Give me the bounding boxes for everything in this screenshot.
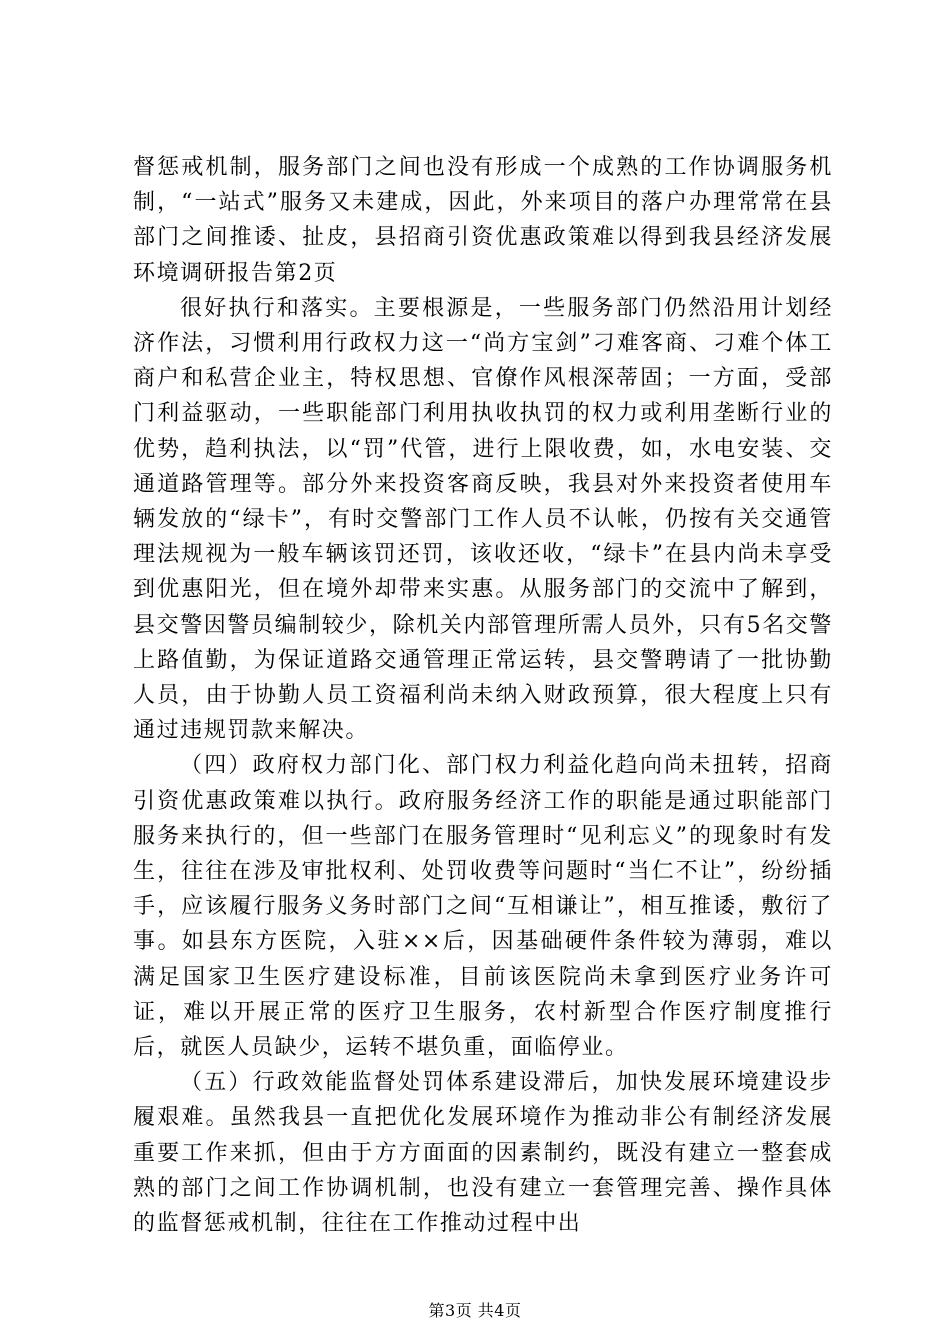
page-number: 第3页 共4页: [428, 1301, 522, 1320]
document-body: [133, 150, 833, 1241]
paragraph-section-four: （四）政府权力部门化、部门权力利益化趋向尚未扭转，招商引资优惠政策难以执行。政府服务经济工作的职能是通过职能部门服务来执行的，但一些部门在服务管理时“见利忘义”的现象时有发生，往往在涉及审批权利、处罚收费等问题时“当仁不让”，纷纷插手，应该履行服务义务时部门之间“互相谦让”，相互推诿，敷衍了事。如县东方医院，入驻××后，因基础硬件条件较为薄弱，难以满足国家卫生医疗建设标准，目前该医院尚未拿到医疗业务许可证，难以开展正常的医疗卫生服务，农村新型合作医疗制度推行后，就医人员缺少，运转不堪负重，面临停业。: [133, 753, 833, 1061]
paragraph-continuation: 督惩戒机制，服务部门之间也没有形成一个成熟的工作协调服务机制，“一站式”服务又未建成，因此，外来项目的落户办理常常在县部门之间推诿、扯皮，县招商引资优惠政策难以得到我县经济发展环境调研报告第2页: [133, 155, 833, 286]
page-footer: [0, 1301, 950, 1321]
paragraph-section-five: （五）行政效能监督处罚体系建设滞后，加快发展环境建设步履艰难。虽然我县一直把优化发展环境作为推动非公有制经济发展重要工作来抓，但由于方方面面的因素制约，既没有建立一整套成熟的部门之间工作协调机制，也没有建立一套管理完善、操作具体的监督惩戒机制，往往在工作推动过程中出: [133, 1070, 833, 1237]
paragraph-root-causes: 很好执行和落实。主要根源是，一些服务部门仍然沿用计划经济作法，习惯利用行政权力这一“尚方宝剑”刁难客商、刁难个体工商户和私营企业主，特权思想、官僚作风根深蒂固；一方面，受部门利益驱动，一些职能部门利用执收执罚的权力或利用垄断行业的优势，趋利执法，以“罚”代管，进行上限收费，如，水电安装、交通道路管理等。部分外来投资客商反映，我县对外来投资者使用车辆发放的“绿卡”，有时交警部门工作人员不认帐，仍按有关交通管理法规视为一般车辆该罚还罚，该收还收，“绿卡”在县内尚未享受到优惠阳光，但在境外却带来实惠。从服务部门的交流中了解到，县交警因警员编制较少，除机关内部管理所需人员外，只有5名交警上路值勤，为保证道路交通管理正常运转，县交警聘请了一批协勤人员，由于协勤人员工资福利尚未纳入财政预算，很大程度上只有通过违规罚款来解决。: [133, 295, 833, 744]
